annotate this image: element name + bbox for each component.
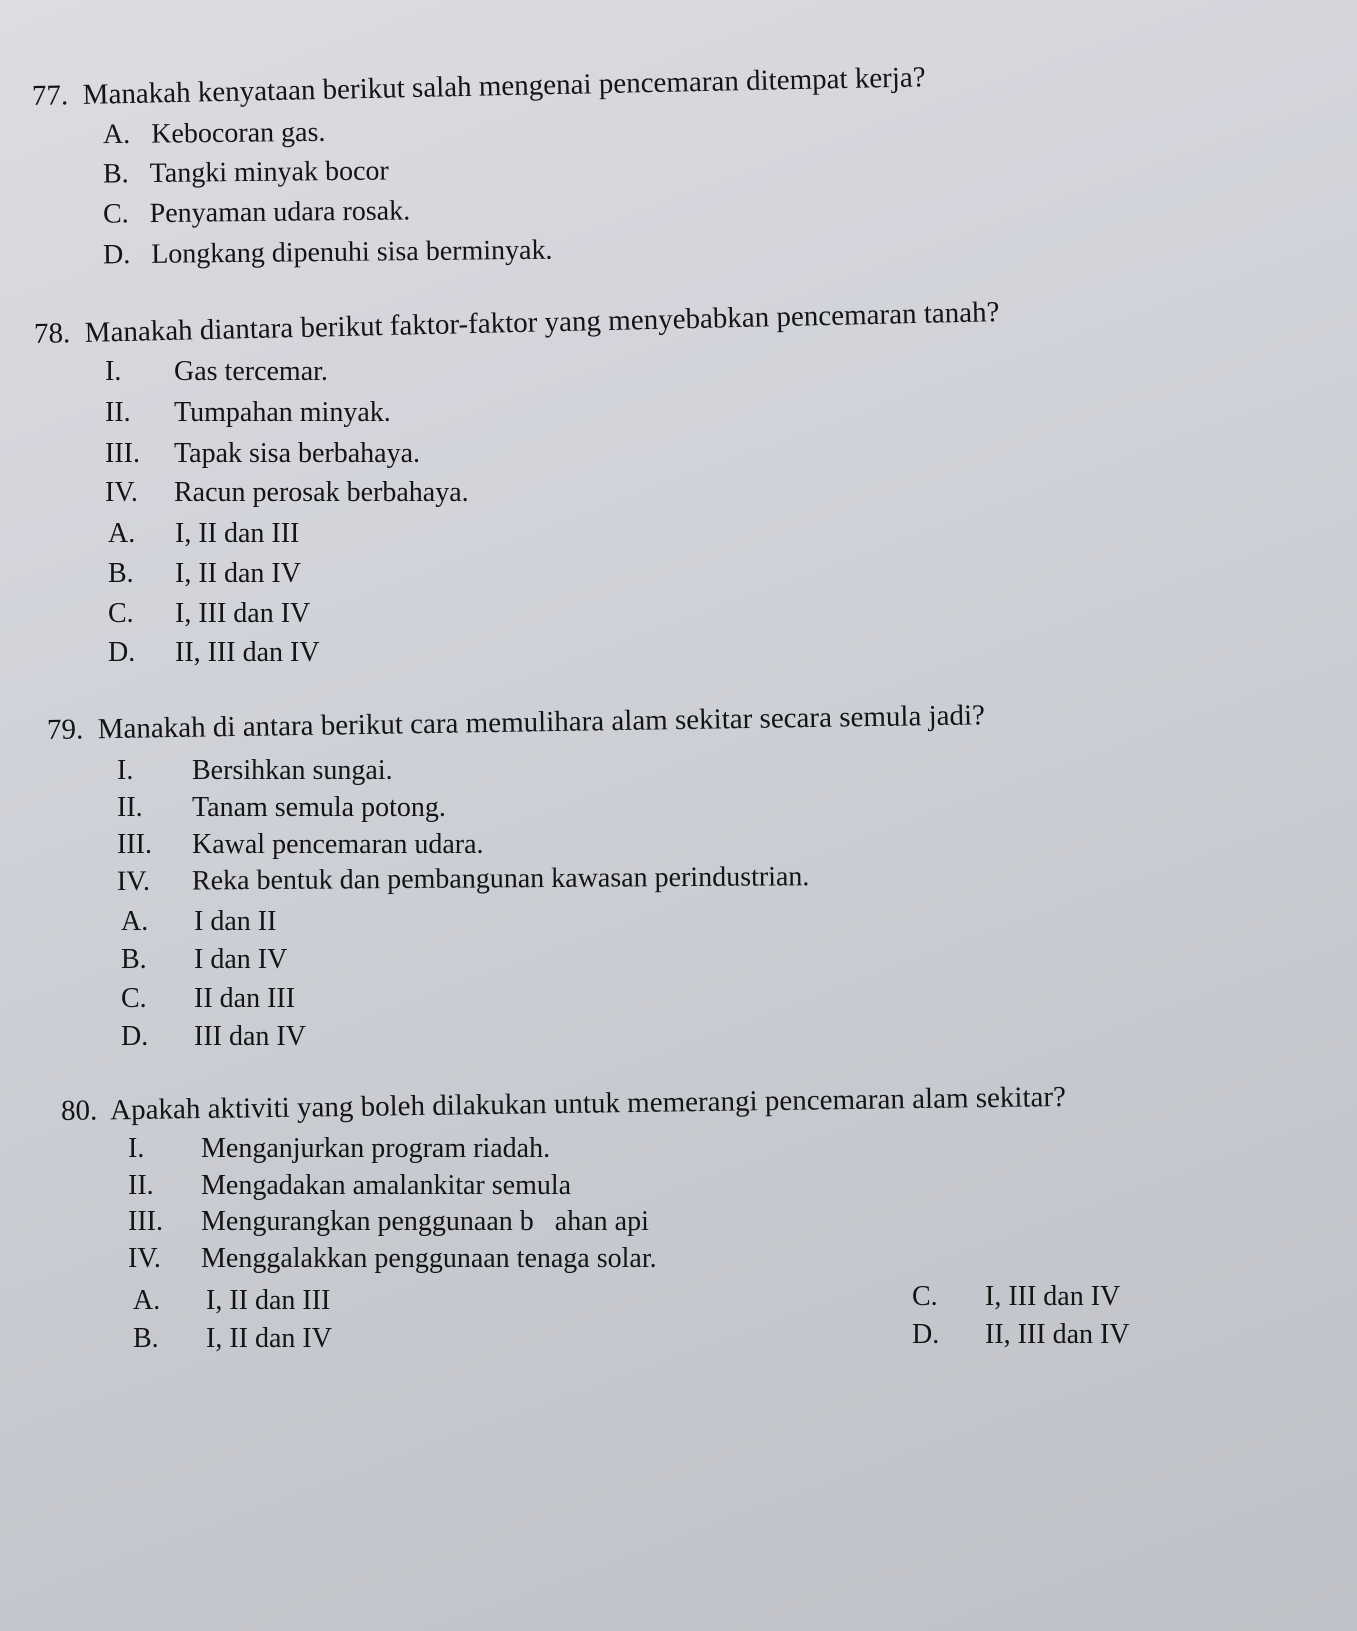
statement-label: III. (117, 829, 152, 860)
option-text: I, III dan IV (175, 598, 311, 629)
statement-label: IV. (105, 477, 138, 508)
question-text: Manakah di antara berikut cara memulihara alam sekitar secara semula jadi? (97, 699, 986, 746)
statement-text: Kawal pencemaran udara. (192, 829, 484, 860)
option-text: I, II dan III (175, 518, 300, 549)
option-label: B. (121, 944, 147, 975)
option-text: Tangki minyak bocor (149, 155, 389, 190)
statement-text: Tanam semula potong. (192, 792, 446, 823)
statement-iv (105, 477, 469, 509)
statement-label: II. (105, 397, 131, 428)
option-label: B. (102, 158, 129, 190)
option-d (108, 637, 320, 669)
option-label: C. (102, 198, 129, 230)
question-79-title (47, 699, 985, 747)
statement-label: I. (117, 755, 134, 786)
statement-text: Mengadakan amalankitar semula (201, 1170, 572, 1201)
option-c (912, 1281, 1120, 1313)
option-text: III dan IV (194, 1021, 306, 1052)
question-text: Manakah kenyataan berikut salah mengenai pencemaran ditempat kerja? (82, 61, 926, 111)
option-text: I, II dan IV (206, 1323, 332, 1354)
statement-label: III. (105, 438, 140, 469)
question-text: Apakah aktiviti yang boleh dilakukan untuk memerangi pencemaran alam sekitar? (109, 1080, 1067, 1127)
option-label: B. (108, 558, 134, 589)
option-d (103, 235, 553, 272)
option-b (108, 558, 301, 590)
option-text: II, III dan IV (175, 637, 320, 668)
option-label: B. (133, 1323, 159, 1354)
option-label: A. (108, 518, 136, 549)
option-text: Kebocoran gas. (151, 116, 326, 150)
option-text: I, III dan IV (985, 1281, 1121, 1312)
question-80-title (61, 1081, 1066, 1128)
statement-ii (105, 397, 391, 429)
option-b (103, 156, 389, 191)
option-text: I dan IV (194, 944, 288, 975)
option-a (133, 1285, 330, 1317)
statement-text: Racun perosak berbahaya. (174, 477, 469, 508)
option-b (121, 944, 287, 976)
statement-iv (128, 1243, 657, 1275)
option-label: C. (912, 1281, 938, 1312)
statement-text: Tapak sisa berbahaya. (174, 438, 421, 469)
option-text: II dan III (194, 983, 296, 1014)
option-label: C. (121, 983, 147, 1014)
option-label: A. (133, 1285, 161, 1316)
statement-iii (128, 1206, 649, 1238)
question-number: 79. (46, 713, 84, 746)
option-a (103, 117, 326, 151)
question-number: 80. (60, 1094, 98, 1127)
statement-label: I. (105, 356, 122, 387)
statement-label: II. (128, 1170, 154, 1201)
statement-text: Menggalakkan penggunaan tenaga solar. (201, 1243, 657, 1274)
option-label: A. (121, 906, 149, 937)
statement-text: Tumpahan minyak. (174, 397, 391, 428)
statement-i (105, 356, 328, 388)
statement-i (117, 755, 393, 787)
question-78-title (34, 296, 1000, 351)
option-text: II, III dan IV (985, 1319, 1130, 1350)
statement-ii (128, 1170, 571, 1202)
option-c (108, 598, 310, 630)
statement-iii (105, 438, 420, 470)
statement-text: Menganjurkan program riadah. (201, 1133, 551, 1164)
statement-text: Mengurangkan penggunaan b ahan api (201, 1206, 649, 1237)
option-a (121, 906, 276, 938)
option-text: I, II dan III (206, 1285, 331, 1316)
option-label: D. (108, 637, 136, 668)
option-label: D. (102, 239, 131, 271)
statement-iv (117, 861, 810, 898)
option-text: I, II dan IV (175, 558, 301, 589)
option-text: I dan II (194, 906, 277, 937)
statement-label: IV. (128, 1243, 161, 1274)
option-a (108, 518, 299, 550)
question-77-title (32, 61, 926, 113)
option-c (103, 195, 410, 230)
option-text: Longkang dipenuhi sisa berminyak. (151, 234, 553, 270)
statement-iii (117, 829, 484, 861)
statement-label: IV. (116, 865, 151, 897)
statement-text: Bersihkan sungai. (192, 755, 393, 786)
statement-i (128, 1133, 550, 1165)
statement-label: II. (117, 792, 143, 823)
option-label: C. (108, 598, 134, 629)
statement-text: Gas tercemar. (174, 356, 328, 387)
question-number: 77. (31, 79, 69, 112)
option-text: Penyaman udara rosak. (149, 195, 411, 230)
option-d (912, 1319, 1130, 1351)
statement-label: III. (128, 1206, 163, 1237)
question-number: 78. (33, 317, 71, 350)
statement-text: Reka bentuk dan pembangunan kawasan perindustrian. (191, 861, 810, 897)
option-c (121, 983, 295, 1015)
statement-ii (117, 792, 446, 824)
question-text: Manakah diantara berikut faktor-faktor yang menyebabkan pencemaran tanah? (84, 296, 1000, 349)
option-d (121, 1021, 306, 1053)
option-label: D. (121, 1021, 149, 1052)
option-label: A. (102, 118, 131, 151)
option-b (133, 1323, 332, 1355)
statement-label: I. (128, 1133, 145, 1164)
option-label: D. (912, 1319, 940, 1350)
